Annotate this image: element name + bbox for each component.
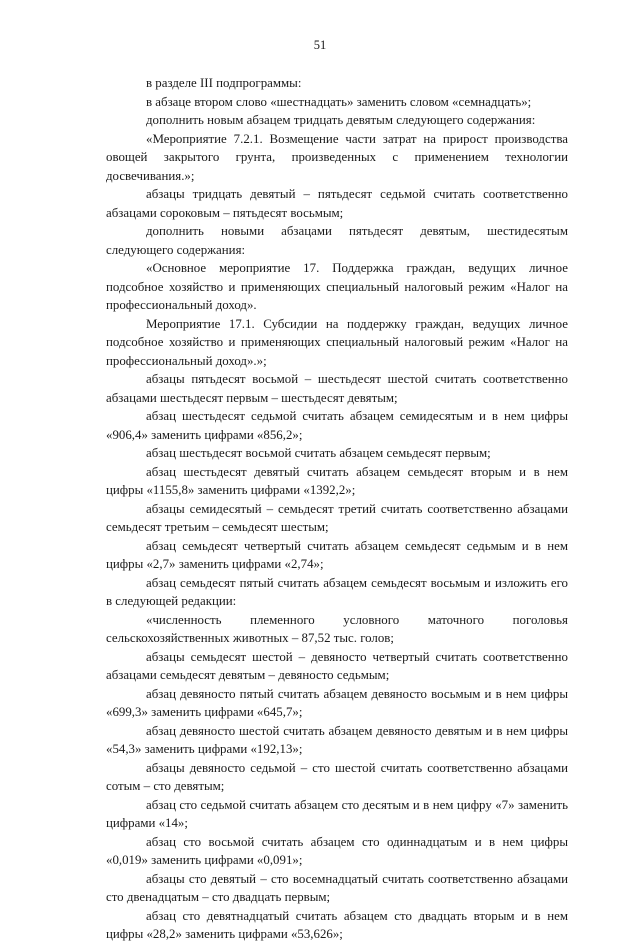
paragraph: абзацы семидесятый – семьдесят третий считать соответственно абзацами семьдесят третьим – семьдесят шестым; bbox=[106, 501, 568, 534]
paragraph: абзац девяносто пятый считать абзацем девяносто восьмым и в нем цифры «699,3» заменить цифрами «645,7»; bbox=[106, 686, 568, 719]
paragraph: абзацы сто девятый – сто восемнадцатый считать соответственно абзацами сто двенадцатым – сто двадцать первым; bbox=[106, 871, 568, 904]
paragraph: дополнить новыми абзацами пятьдесят девятым, шестидесятым следующего содержания: bbox=[106, 224, 568, 257]
paragraph: абзац шестьдесят восьмой считать абзацем семьдесят первым; bbox=[146, 446, 491, 460]
paragraph: «Мероприятие 7.2.1. Возмещение части затрат на прирост производства овощей закрытого грунта, произведенных с применением технологии досвечивания.»; bbox=[106, 131, 568, 183]
paragraph: в разделе III подпрограммы: bbox=[146, 76, 302, 90]
paragraph: «численность племенного условного маточного поголовья сельскохозяйственных животных – 87,52 тыс. голов; bbox=[106, 612, 568, 645]
paragraph: абзац семьдесят пятый считать абзацем семьдесят восьмым и изложить его в следующей редакции: bbox=[106, 575, 568, 608]
paragraph: абзац сто восьмой считать абзацем сто одиннадцатым и в нем цифры «0,019» заменить цифрами «0,091»; bbox=[106, 834, 568, 867]
paragraph: абзац сто девятнадцатый считать абзацем сто двадцать вторым и в нем цифры «28,2» заменить цифрами «53,626»; bbox=[106, 908, 568, 941]
paragraph: абзацы семьдесят шестой – девяносто четвертый считать соответственно абзацами семьдесят девятым – девяносто седьмым; bbox=[106, 649, 568, 682]
paragraph: «Основное мероприятие 17. Поддержка граждан, ведущих личное подсобное хозяйство и применяющих специальный налоговый режим «Налог на профессиональный доход». bbox=[106, 261, 568, 312]
paragraph: абзац шестьдесят седьмой считать абзацем семидесятым и в нем цифры «906,4» заменить цифрами «856,2»; bbox=[106, 409, 568, 442]
paragraph: дополнить новым абзацем тридцать девятым следующего содержания: bbox=[146, 113, 536, 127]
paragraph: Мероприятие 17.1. Субсидии на поддержку граждан, ведущих личное подсобное хозяйство и применяющих специальный налоговый режим «Налог на профессиональный доход».»; bbox=[106, 316, 568, 368]
paragraph: абзац шестьдесят девятый считать абзацем семьдесят вторым и в нем цифры «1155,8» заменить цифрами «1392,2»; bbox=[106, 464, 568, 497]
paragraph: абзацы тридцать девятый – пятьдесят седьмой считать соответственно абзацами сороковым – пятьдесят восьмым; bbox=[106, 187, 568, 220]
paragraph: абзацы девяносто седьмой – сто шестой считать соответственно абзацами сотым – сто девятым; bbox=[106, 760, 568, 793]
document-body bbox=[106, 74, 568, 944]
paragraph: абзацы пятьдесят восьмой – шестьдесят шестой считать соответственно абзацами шестьдесят первым – шестьдесят девятым; bbox=[106, 372, 568, 405]
paragraph: в абзаце втором слово «шестнадцать» заменить словом «семнадцать»; bbox=[146, 94, 532, 109]
paragraph: абзац сто седьмой считать абзацем сто десятым и в нем цифру «7» заменить цифрами «14»; bbox=[106, 797, 568, 830]
page-number: 51 bbox=[313, 38, 327, 52]
paragraph: абзац семьдесят четвертый считать абзацем семьдесят седьмым и в нем цифры «2,7» заменить цифрами «2,74»; bbox=[106, 538, 568, 571]
paragraph: абзац девяносто шестой считать абзацем девяносто девятым и в нем цифры «54,3» заменить цифрами «192,13»; bbox=[106, 723, 568, 756]
